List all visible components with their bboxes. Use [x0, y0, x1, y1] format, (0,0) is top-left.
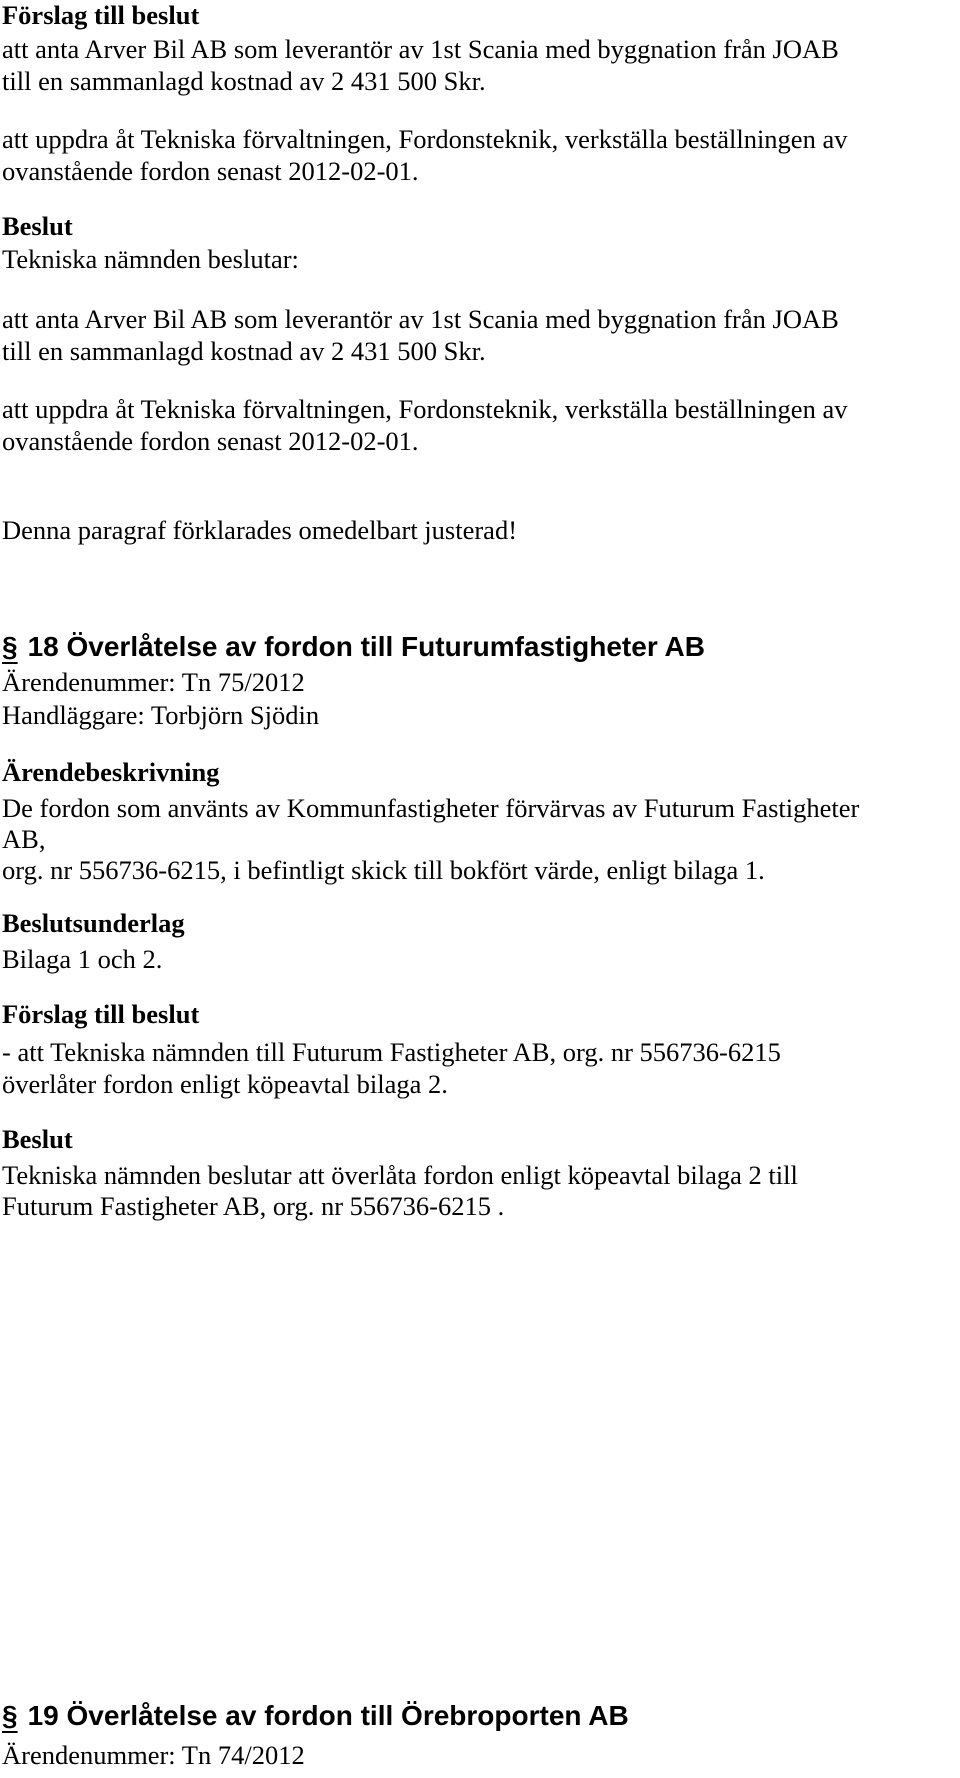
description-heading: Ärendebeskrivning [2, 757, 220, 787]
decision-item-1-line-2: till en sammanlagd kostnad av 2 431 500 Skr. [2, 336, 486, 366]
paragraph-sign-icon: § [2, 1700, 18, 1731]
section-18-decision-line-2: Futurum Fastigheter AB, org. nr 556736-6215 . [2, 1191, 505, 1221]
decision-item-2-line-2: ovanstående fordon senast 2012-02-01. [2, 426, 419, 456]
section-19-title: 19 Överlåtelse av fordon till Örebroporten AB [27, 1700, 629, 1731]
decision-intro: Tekniska nämnden beslutar: [2, 244, 299, 274]
decision-item-2-line-1: att uppdra åt Tekniska förvaltningen, Fordonsteknik, verkställa beställningen av [2, 394, 848, 424]
section-18-decision-heading: Beslut [2, 1124, 73, 1154]
section-18-proposal-heading: Förslag till beslut [2, 999, 200, 1029]
proposal-item-1-line-2: till en sammanlagd kostnad av 2 431 500 Skr. [2, 66, 486, 96]
adjusted-note: Denna paragraf förklarades omedelbart justerad! [2, 515, 518, 545]
proposal-item-1-line-1: att anta Arver Bil AB som leverantör av 1st Scania med byggnation från JOAB [2, 34, 839, 64]
paragraph-sign-icon: § [2, 631, 18, 662]
section-18-case-number: Ärendenummer: Tn 75/2012 [2, 667, 305, 697]
section-18-proposal-line-2: överlåter fordon enligt köpeavtal bilaga 2. [2, 1069, 448, 1099]
section-19-heading [2, 1698, 629, 1734]
section-18-decision-line-1: Tekniska nämnden beslutar att överlåta fordon enligt köpeavtal bilaga 2 till [2, 1160, 798, 1190]
decision-heading: Beslut [2, 211, 73, 241]
basis-text: Bilaga 1 och 2. [2, 944, 163, 974]
section-18-proposal-line-1: - att Tekniska nämnden till Futurum Fastigheter AB, org. nr 556736-6215 [2, 1037, 781, 1067]
basis-heading: Beslutsunderlag [2, 908, 185, 938]
section-18-heading [2, 629, 705, 665]
proposal-heading: Förslag till beslut [2, 0, 200, 30]
proposal-item-2-line-2: ovanstående fordon senast 2012-02-01. [2, 156, 419, 186]
section-19-case-number: Ärendenummer: Tn 74/2012 [2, 1740, 305, 1770]
description-line-3: org. nr 556736-6215, i befintligt skick till bokfört värde, enligt bilaga 1. [2, 855, 765, 885]
description-line-1: De fordon som använts av Kommunfastigheter förvärvas av Futurum Fastigheter [2, 793, 860, 823]
description-line-2: AB, [2, 824, 46, 854]
decision-item-1-line-1: att anta Arver Bil AB som leverantör av 1st Scania med byggnation från JOAB [2, 304, 839, 334]
section-18-title: 18 Överlåtelse av fordon till Futurumfastigheter AB [27, 631, 705, 662]
section-18-handler: Handläggare: Torbjörn Sjödin [2, 700, 320, 730]
proposal-item-2-line-1: att uppdra åt Tekniska förvaltningen, Fordonsteknik, verkställa beställningen av [2, 124, 848, 154]
